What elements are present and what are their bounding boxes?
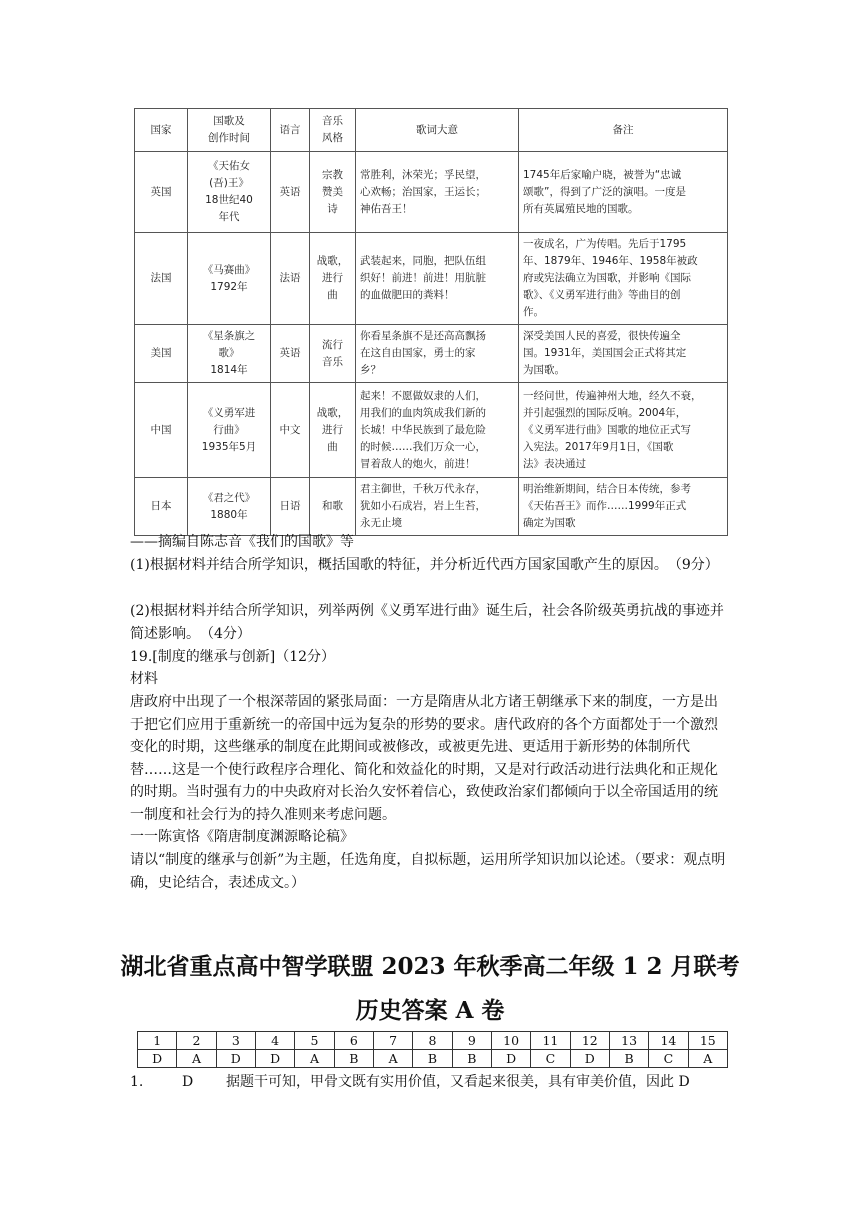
cell-language: 日语 [271, 478, 310, 536]
question-instruction: 请以“制度的继承与创新”为主题，任选角度，自拟标题，运用所学知识加以论述。（要求：观点明确，史论结合，表述成文。） [130, 852, 726, 891]
anthem-table [134, 108, 728, 536]
header-anthem: 国歌及 创作时间 [188, 109, 271, 152]
answer-number: 12 [570, 1032, 609, 1050]
answer-number: 15 [688, 1032, 727, 1050]
cell-anthem: 《星条旗之 歌》 1814年 [188, 325, 271, 383]
cell-style: 战歌， 进行 曲 [310, 383, 356, 478]
answer-explanation-number: 1. [130, 1074, 144, 1090]
cell-style: 战歌， 进行 曲 [310, 233, 356, 325]
answer-key: B [609, 1050, 648, 1068]
answer-key-table [137, 1031, 728, 1068]
cell-style: 宗教 赞美 诗 [310, 152, 356, 233]
cell-language: 法语 [271, 233, 310, 325]
table-row [135, 325, 728, 383]
cell-language: 英语 [271, 325, 310, 383]
cell-country: 日本 [135, 478, 188, 536]
answer-key: D [255, 1050, 294, 1068]
answer-key: B [334, 1050, 373, 1068]
answer-number: 2 [177, 1032, 216, 1050]
table-row [135, 478, 728, 536]
cell-anthem: 《马赛曲》 1792年 [188, 233, 271, 325]
answer-number: 10 [491, 1032, 530, 1050]
cell-lyrics: 武装起来，同胞，把队伍组 织好！前进！前进！用肮脏 的血做肥田的粪料！ [356, 233, 519, 325]
cell-lyrics: 常胜利，沐荣光；孚民望， 心欢畅；治国家，王运长； 神佑吾王！ [356, 152, 519, 233]
material-label: 材料 [130, 671, 158, 687]
header-lyrics: 歌词大意 [356, 109, 519, 152]
cell-country: 法国 [135, 233, 188, 325]
answer-key-row [138, 1050, 728, 1068]
answer-explanation-key: D [182, 1074, 194, 1090]
answer-explanation-1 [130, 1071, 740, 1091]
cell-country: 中国 [135, 383, 188, 478]
cell-lyrics: 你看星条旗不是还高高飘扬 在这自由国家，勇士的家 乡？ [356, 325, 519, 383]
cell-style: 和歌 [310, 478, 356, 536]
cell-lyrics: 起来！不愿做奴隶的人们， 用我们的血肉筑成我们新的 长城！中华民族到了最危险 的时候……我们万众一心， 冒着敌人的炮火，前进！ [356, 383, 519, 478]
answer-key: D [216, 1050, 255, 1068]
answer-number: 3 [216, 1032, 255, 1050]
source-citation: ——摘编自陈志音《我们的国歌》等 [130, 534, 354, 550]
cell-note: 深受美国人民的喜爱，很快传遍全 国。1931年，美国国会正式将其定 为国歌。 [519, 325, 728, 383]
cell-note: 一夜成名，广为传唱。先后于1795 年、1879年、1946年、1958年被政 府或宪法确立为国歌，并影响《国际 歌》、《义勇军进行曲》等曲目的创 作。 [519, 233, 728, 325]
cell-lyrics: 君主御世，千秋万代永存， 犹如小石成岩，岩上生苔， 永无止境 [356, 478, 519, 536]
answer-number: 4 [255, 1032, 294, 1050]
answer-number: 7 [373, 1032, 412, 1050]
cell-language: 中文 [271, 383, 310, 478]
answer-key: A [373, 1050, 412, 1068]
answer-key: C [531, 1050, 570, 1068]
answer-number: 11 [531, 1032, 570, 1050]
cell-country: 英国 [135, 152, 188, 233]
answer-number: 6 [334, 1032, 373, 1050]
question-1: (1)根据材料并结合所学知识，概括国歌的特征，并分析近代西方国家国歌产生的原因。 （9分） [130, 557, 719, 573]
anthem-table-header [135, 109, 728, 152]
answer-key: B [413, 1050, 452, 1068]
table-row [135, 152, 728, 233]
cell-anthem: 《天佑女 (吾)王》 18世纪40 年代 [188, 152, 271, 233]
answer-number: 13 [609, 1032, 648, 1050]
question-2: (2)根据材料并结合所学知识，列举两例《义勇军进行曲》诞生后，社会各阶级英勇抗战的事迹并简述影响。 （4分） [130, 603, 724, 642]
answer-key: D [491, 1050, 530, 1068]
source-citation-2: 一一陈寅恪《隋唐制度渊源略论稿》 [130, 829, 354, 845]
table-row [135, 383, 728, 478]
answer-key: A [295, 1050, 334, 1068]
answer-key: B [452, 1050, 491, 1068]
question-19-heading: 19.[制度的继承与创新]（12分） [130, 649, 336, 665]
header-style: 音乐 风格 [310, 109, 356, 152]
cell-style: 流行 音乐 [310, 325, 356, 383]
answer-number-row [138, 1032, 728, 1050]
answer-key: A [177, 1050, 216, 1068]
answer-key: D [138, 1050, 177, 1068]
answer-explanation-text: 据题干可知，甲骨文既有实用价值，又看起来很美，具有审美价值，因此 D [226, 1074, 690, 1090]
cell-note: 1745年后家喻户晓，被誉为“忠诚 颂歌”，得到了广泛的演唱。一度是 所有英属殖民地的国歌。 [519, 152, 728, 233]
header-note: 备注 [519, 109, 728, 152]
cell-country: 美国 [135, 325, 188, 383]
answer-key: C [649, 1050, 688, 1068]
answer-number: 5 [295, 1032, 334, 1050]
answer-key: D [570, 1050, 609, 1068]
answer-title: 湖北省重点高中智学联盟 2023 年秋季高二年级 1 2 月联考 [120, 953, 740, 980]
header-language: 语言 [271, 109, 310, 152]
answer-number: 9 [452, 1032, 491, 1050]
table-row [135, 233, 728, 325]
cell-language: 英语 [271, 152, 310, 233]
cell-anthem: 《君之代》 1880年 [188, 478, 271, 536]
answer-key: A [688, 1050, 727, 1068]
cell-note: 明治维新期间，结合日本传统，参考 《天佑吾王》而作……1999年正式 确定为国歌 [519, 478, 728, 536]
answer-subtitle: 历史答案 A 卷 [355, 997, 505, 1024]
answer-number: 8 [413, 1032, 452, 1050]
answer-number: 14 [649, 1032, 688, 1050]
answer-number: 1 [138, 1032, 177, 1050]
cell-anthem: 《义勇军进 行曲》 1935年5月 [188, 383, 271, 478]
cell-note: 一经问世，传遍神州大地，经久不衰， 并引起强烈的国际反响。2004年， 《义勇军进行曲》国歌的地位正式写 入宪法。2017年9月1日，《国歌 法》表决通过 [519, 383, 728, 478]
material-text: 唐政府中出现了一个根深蒂固的紧张局面：一方是隋唐从北方诸王朝继承下来的制度，一方是出于把它们应用于重新统一的帝国中远为复杂的形势的要求。唐代政府的各个方面都处于一个激烈变化的时期，这些继承的制度在此期间或被修改，或被更先进、更适用于新形势的体制所代替……这是一个使行政程序合理化、简化和效益化的时期，又是对行政活动进行法典化和正规化的时期。当时强有力的中央政府对长治久安怀着信心，致使政治家们都倾向于以全帝国适用的统一制度和社会行为的持久准则来考虑问题。 [130, 694, 718, 823]
header-country: 国家 [135, 109, 188, 152]
